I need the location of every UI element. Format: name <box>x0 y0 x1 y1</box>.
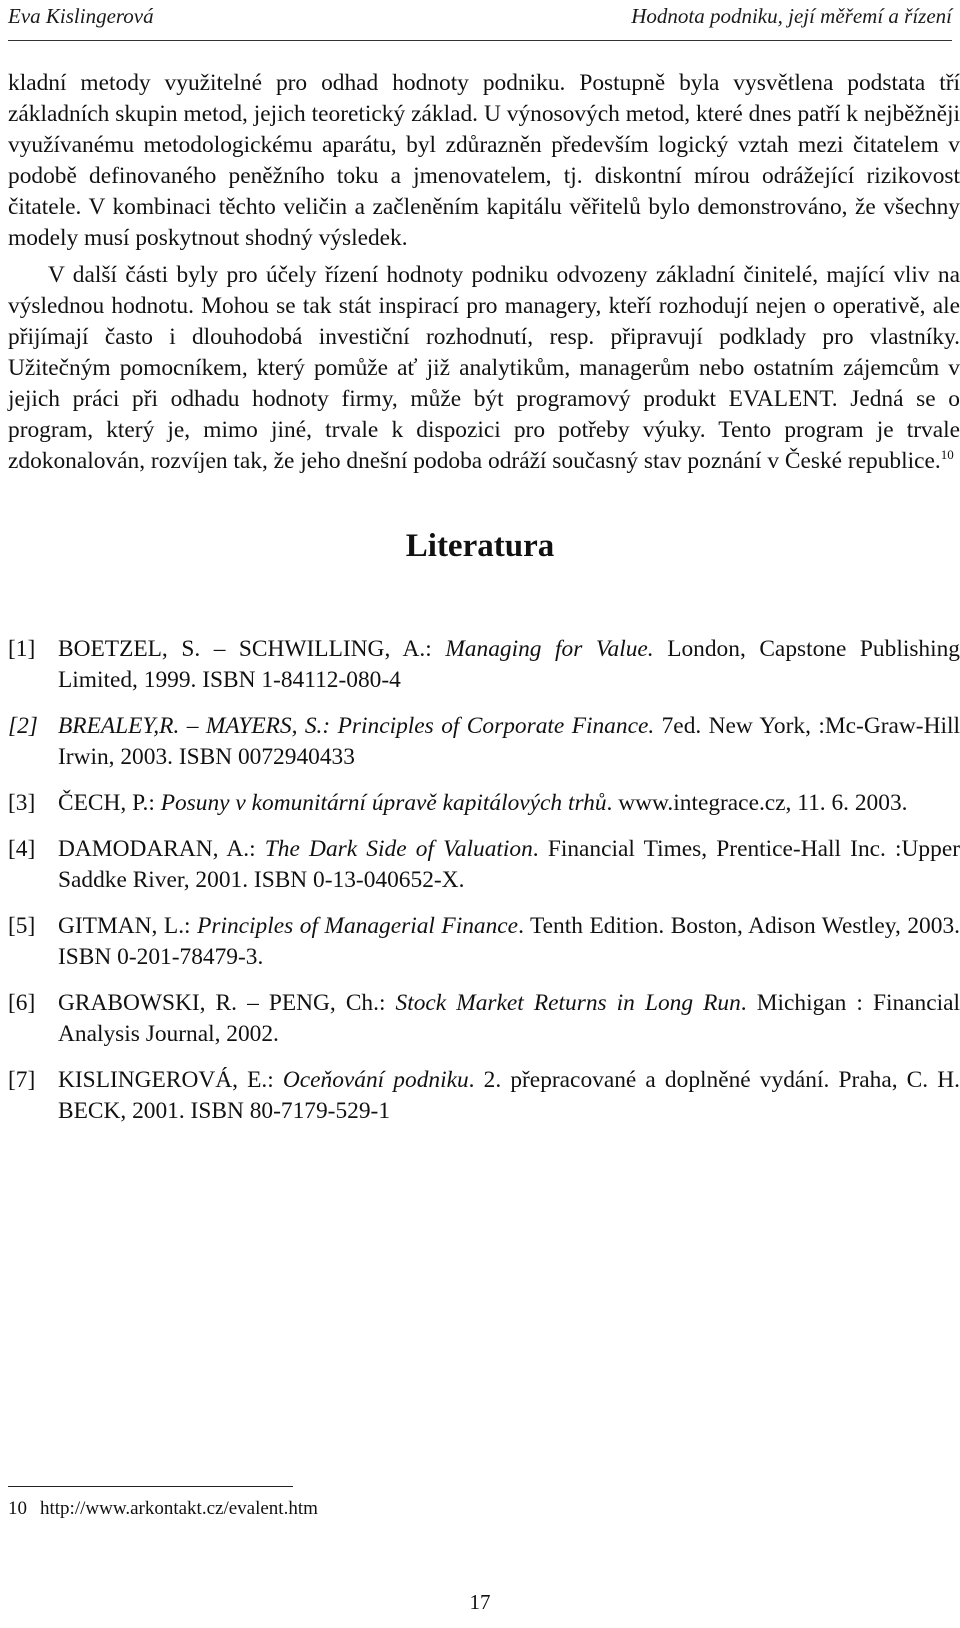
entry-details: 7ed. New York, :Mc-Graw-Hill Irwin, 2003. ISBN 0072940433 <box>58 713 960 770</box>
entry-title: Principles of Corporate Finance. <box>337 713 655 739</box>
entry-authors: DAMODARAN, A.: <box>58 836 265 862</box>
footnote-number: 10 <box>8 1498 27 1519</box>
entry-title: Posuny v komunitární úpravě kapitálových trhů <box>160 790 607 816</box>
entry-title: The Dark Side of Valuation <box>264 836 533 862</box>
bibliography-entry <box>8 1065 960 1127</box>
entry-number: [2] <box>8 713 38 739</box>
entry-authors: GRABOWSKI, R. – PENG, Ch.: <box>58 990 396 1016</box>
entry-details: . www.integrace.cz, 11. 6. 2003. <box>606 790 908 816</box>
entry-number: [5] <box>8 913 36 939</box>
footnote <box>8 1497 318 1521</box>
bibliography-entry <box>8 988 960 1050</box>
entry-title: Principles of Managerial Finance <box>197 913 519 939</box>
header-author: Eva Kislingerová <box>8 4 154 28</box>
entry-details: . Michigan : Financial Analysis Journal, 2002. <box>58 990 960 1047</box>
entry-authors: BOETZEL, S. – SCHWILLING, A.: <box>58 636 446 662</box>
entry-details: . Financial Times, Prentice-Hall Inc. :Upper Saddke River, 2001. ISBN 0-13-040652-X. <box>58 836 960 893</box>
running-header <box>8 0 952 41</box>
entry-details: London, Capstone Publishing Limited, 1999. ISBN 1-84112-080-4 <box>58 636 960 693</box>
entry-number: [4] <box>8 836 36 862</box>
bibliography-list <box>8 634 960 1142</box>
section-heading: Literatura <box>405 528 555 564</box>
entry-title: Oceňování podniku <box>282 1067 469 1093</box>
entry-number: [6] <box>8 990 36 1016</box>
paragraph-2 <box>8 260 960 477</box>
entry-details: . 2. přepracované a doplněné vydání. Praha, C. H. BECK, 2001. ISBN 80-7179-529-1 <box>58 1067 960 1124</box>
entry-authors: BREALEY,R. – MAYERS, S.: <box>58 713 338 739</box>
entry-authors: KISLINGEROVÁ, E.: <box>58 1067 283 1093</box>
paragraph-2-text: V další části byly pro účely řízení hodnoty podniku odvozeny základní činitelé, mající vliv na výslednou hodnotu. Mohou se tak stát inspirací pro managery, kteří rozhodují nejen o operativě, ale přijímají často i dlouhodobá investiční rozhodnutí, resp. připravují podklady pro vlastníky. Užitečným pomocníkem, který pomůže ať již analytikům, managerům nebo ostatním zájemcům v jejich práci při odhadu hodnoty firmy, může být programový produkt EVALENT. Jedná se o program, který je, mimo jiné, trvale k dispozici pro potřeby výuky. Tento program je trvale zdokonalován, rozvíjen tak, že jeho dnešní podoba odráží současný stav poznání v České republice. <box>8 262 960 474</box>
entry-authors: GITMAN, L.: <box>58 913 198 939</box>
entry-authors: ČECH, P.: <box>58 790 161 816</box>
bibliography-entry <box>8 711 960 773</box>
footnote-reference[interactable]: 10 <box>940 447 954 462</box>
paragraph-1-text: kladní metody využitelné pro odhad hodnoty podniku. Postupně byla vysvětlena podstata tří základních skupin metod, jejich teoretický základ. U výnosových metod, které dnes patří k nejběžněji využívanému metodologickému aparátu, byl zdůrazněn především logický vztah mezi čitatelem v podobě definovaného peněžního toku a jmenovatelem, tj. diskontní mírou odrážející rizikovost čitatele. V kombinaci těchto veličin a začleněním kapitálu věřitelů bylo demonstrováno, že všechny modely musí poskytnout shodný výsledek. <box>8 70 960 251</box>
entry-number: [1] <box>8 636 36 662</box>
entry-title: Managing for Value. <box>445 636 654 662</box>
entry-title: Stock Market Returns in Long Run <box>395 990 741 1016</box>
entry-number: [7] <box>8 1067 36 1093</box>
bibliography-entry <box>8 911 960 973</box>
bibliography-entry <box>8 834 960 896</box>
footnote-divider <box>8 1486 293 1487</box>
page-number: 17 <box>469 1590 491 1614</box>
header-title: Hodnota podniku, její měřemí a řízení <box>631 4 952 28</box>
entry-number: [3] <box>8 790 36 816</box>
paragraph-1 <box>8 68 960 254</box>
footnote-link[interactable]: http://www.arkontakt.cz/evalent.htm <box>40 1498 318 1519</box>
bibliography-entry <box>8 634 960 696</box>
entry-details: . Tenth Edition. Boston, Adison Westley, 2003. ISBN 0-201-78479-3. <box>58 913 960 970</box>
bibliography-entry <box>8 788 960 819</box>
